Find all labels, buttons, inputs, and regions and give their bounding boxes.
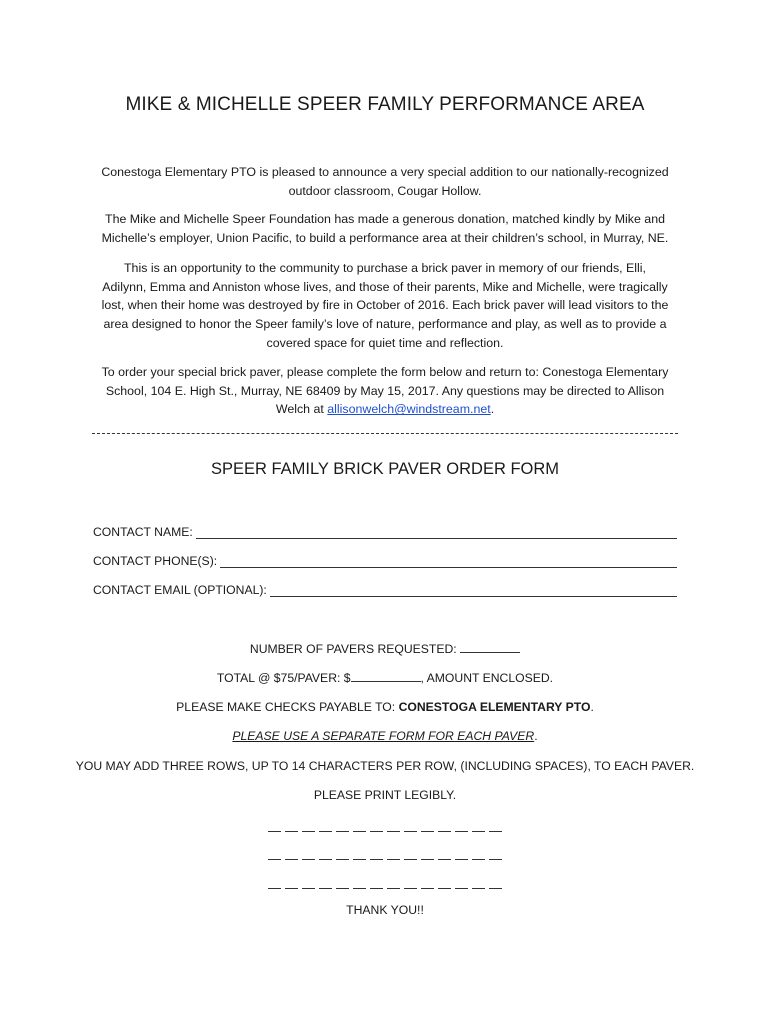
character-blank <box>285 830 298 832</box>
character-blank <box>489 887 502 889</box>
character-blank <box>336 830 349 832</box>
character-blank <box>319 887 332 889</box>
character-blank <box>336 858 349 860</box>
order-line-3-suffix: . <box>490 402 495 417</box>
character-blank <box>455 830 468 832</box>
intro-paragraph <box>86 163 684 200</box>
character-blank <box>455 887 468 889</box>
character-blank <box>472 887 485 889</box>
character-blank <box>319 858 332 860</box>
character-blank <box>489 830 502 832</box>
character-blank <box>353 887 366 889</box>
character-blank <box>319 830 332 832</box>
character-blank <box>489 858 502 860</box>
character-blank <box>404 858 417 860</box>
contact-phone-blank[interactable] <box>220 556 677 568</box>
character-blank <box>370 858 383 860</box>
paver-row-1[interactable] <box>268 830 502 832</box>
intro-line-1: Conestoga Elementary PTO is pleased to announce a very special addition to our nationally-recognized <box>101 165 669 179</box>
character-blank <box>353 858 366 860</box>
character-blank <box>404 887 417 889</box>
page-title: MIKE & MICHELLE SPEER FAMILY PERFORMANCE AREA <box>125 94 645 115</box>
memorial-line-5: covered space for quiet time and reflection. <box>266 335 504 350</box>
checks-payee: CONESTOGA ELEMENTARY PTO <box>398 700 591 714</box>
order-line-2: School, 104 E. High St., Murray, NE 68409 by May 15, 2017. Any questions may be directed to Allison <box>105 383 665 398</box>
checks-suffix: . <box>590 700 594 714</box>
character-blank <box>268 858 281 860</box>
donation-line-2: Michelle’s employer, Union Pacific, to build a performance area at their children’s school, in Murray, NE. <box>101 230 669 245</box>
number-of-pavers-blank[interactable] <box>460 642 520 653</box>
checks-payable-line <box>0 700 770 714</box>
character-blank <box>404 830 417 832</box>
character-blank <box>302 858 315 860</box>
character-blank <box>438 887 451 889</box>
print-legibly-note: PLEASE PRINT LEGIBLY. <box>313 788 457 802</box>
rows-instruction: YOU MAY ADD THREE ROWS, UP TO 14 CHARACTERS PER ROW, (INCLUDING SPACES), TO EACH PAVER. <box>75 759 695 773</box>
character-blank <box>387 858 400 860</box>
contact-name-blank[interactable] <box>196 527 677 539</box>
contact-email-link[interactable]: allisonwelch@windstream.net <box>327 402 491 417</box>
number-of-pavers-label: NUMBER OF PAVERS REQUESTED: <box>249 642 457 656</box>
character-blank <box>268 830 281 832</box>
character-blank <box>370 887 383 889</box>
separate-form-line <box>0 729 770 743</box>
total-line <box>0 671 770 685</box>
total-amount-blank[interactable] <box>351 671 421 682</box>
character-blank <box>336 887 349 889</box>
cut-line-divider <box>92 433 678 434</box>
memorial-paragraph <box>86 259 684 353</box>
order-line-3-prefix: Welch at <box>275 402 328 417</box>
character-blank <box>302 887 315 889</box>
character-blank <box>472 858 485 860</box>
memorial-line-1: This is an opportunity to the community to purchase a brick paver in memory of our friends, Elli, <box>123 261 646 275</box>
order-line-1: To order your special brick paver, please complete the form below and return to: Conestoga Elementary <box>101 365 669 379</box>
character-blank <box>438 858 451 860</box>
separate-form-suffix: . <box>534 729 538 743</box>
memorial-line-3: lost, when their home was destroyed by fire in October of 2016. Each brick paver will lead visitors to the <box>101 298 669 313</box>
character-blank <box>438 830 451 832</box>
contact-phone-label: CONTACT PHONE(S): <box>93 554 218 568</box>
total-suffix: , AMOUNT ENCLOSED. <box>420 671 554 685</box>
donation-paragraph <box>86 210 684 247</box>
character-blank <box>421 858 434 860</box>
character-blank <box>387 887 400 889</box>
order-line-3 <box>86 400 684 419</box>
character-blank <box>370 830 383 832</box>
separate-form-note: PLEASE USE A SEPARATE FORM FOR EACH PAVER <box>232 729 535 743</box>
paver-row-3[interactable] <box>268 887 502 889</box>
contact-email-label: CONTACT EMAIL (OPTIONAL): <box>93 583 267 597</box>
character-blank <box>353 830 366 832</box>
character-blank <box>285 858 298 860</box>
number-of-pavers-line <box>0 642 770 656</box>
contact-email-blank[interactable] <box>270 585 677 597</box>
memorial-line-2: Adilynn, Emma and Anniston whose lives, and those of their parents, Mike and Michelle, were tragically <box>102 279 668 294</box>
character-blank <box>285 887 298 889</box>
contact-email-field[interactable] <box>93 583 677 597</box>
character-blank <box>421 830 434 832</box>
character-blank <box>302 830 315 832</box>
character-blank <box>268 887 281 889</box>
form-title: SPEER FAMILY BRICK PAVER ORDER FORM <box>210 460 560 478</box>
paver-row-2[interactable] <box>268 858 502 860</box>
character-blank <box>421 887 434 889</box>
donation-line-1: The Mike and Michelle Speer Foundation has made a generous donation, matched kindly by Mike and <box>105 212 665 226</box>
contact-name-field[interactable] <box>93 525 677 539</box>
contact-phone-field[interactable] <box>93 554 677 568</box>
total-label: TOTAL @ $75/PAVER: $ <box>216 671 351 685</box>
checks-payable-label: PLEASE MAKE CHECKS PAYABLE TO: <box>176 700 399 714</box>
order-instructions-paragraph <box>86 363 684 419</box>
contact-name-label: CONTACT NAME: <box>93 525 193 539</box>
character-blank <box>387 830 400 832</box>
intro-line-2: outdoor classroom, Cougar Hollow. <box>288 183 482 198</box>
character-blank <box>455 858 468 860</box>
character-blank <box>472 830 485 832</box>
thank-you-note: THANK YOU!! <box>346 903 424 917</box>
memorial-line-4: area designed to honor the Speer family’s love of nature, performance and play, as well as to provide a <box>103 317 667 332</box>
